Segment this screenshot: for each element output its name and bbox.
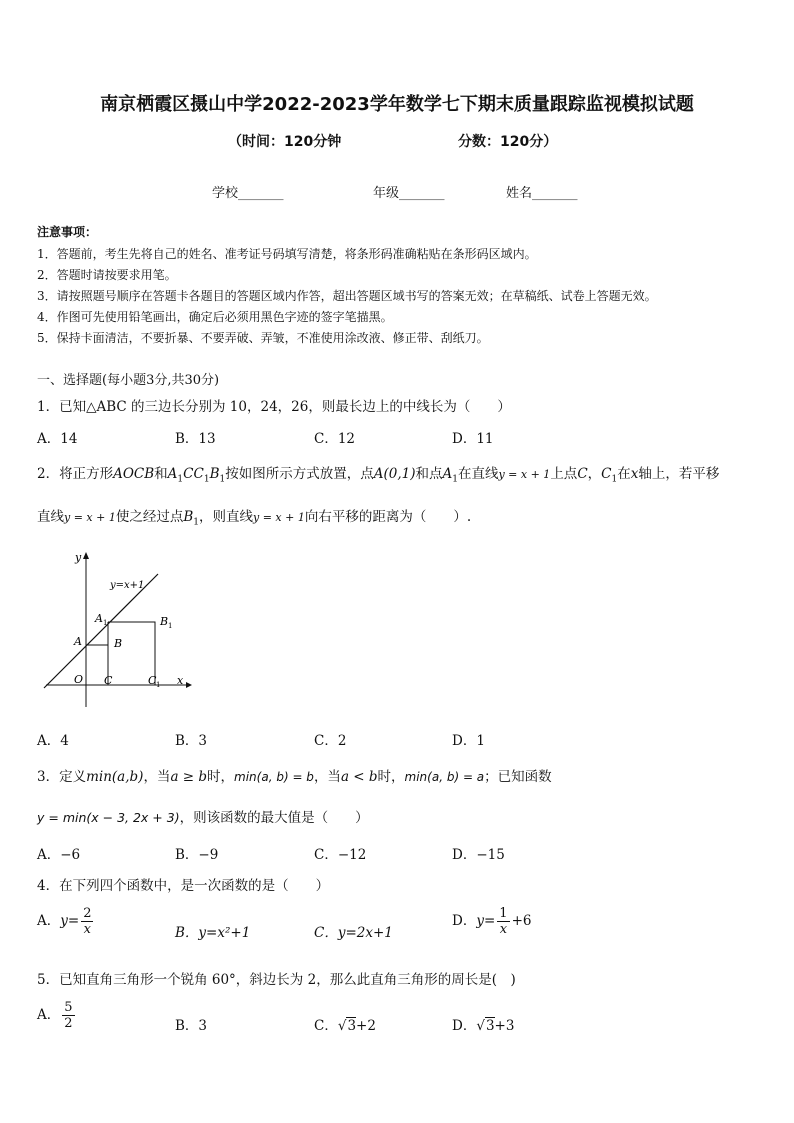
sqrt-sign: √ (476, 1018, 485, 1034)
q5-d-label: D． (452, 1018, 477, 1034)
q3-text: ；已知函数 (484, 769, 552, 785)
grade-field: 年级_______ (373, 186, 445, 201)
q2-text: 使之经过点 (115, 509, 184, 525)
question-3-stem-line1 (37, 765, 552, 785)
q5-d-radicand: 3 (485, 1018, 495, 1034)
q2-math: y = x + 1 (498, 468, 551, 481)
note-item: 5．保持卡面清洁，不要折暴、不要弄破、弄皱，不准使用涂改液、修正带、刮纸刀。 (37, 331, 489, 345)
q2-text: 上点 (550, 466, 578, 482)
q2-math: B (183, 509, 194, 525)
q4-d-numerator: 1 (499, 906, 508, 921)
q3-text: ，当 (313, 769, 341, 785)
q2-text: 和点 (415, 466, 443, 482)
q5-a-denominator: 2 (64, 1016, 73, 1031)
y-axis-arrow (83, 552, 89, 559)
x-axis-arrow (186, 682, 192, 688)
line-y-x-plus-1 (44, 574, 161, 689)
x-axis-label: x (177, 674, 184, 687)
label-c1-sub: 1 (156, 681, 161, 689)
q5-option-b: B．3 (175, 1018, 208, 1034)
q3-option-c: C．−12 (314, 847, 367, 863)
label-b1: B (160, 615, 169, 628)
q5-a-label: A． (37, 1007, 61, 1023)
q4-d-denominator: x (499, 922, 508, 937)
name-field: 姓名_______ (506, 186, 578, 201)
q2-subscript: 1 (177, 474, 184, 485)
q2-text: 在直线 (457, 466, 499, 482)
q2-text: ，则直线 (199, 509, 253, 525)
q4-option-b: B．y=x²+1 (175, 925, 251, 941)
notes-heading: 注意事项： (37, 225, 98, 239)
question-4-stem: 4．在下列四个函数中，是一次函数的是（ ） (37, 878, 330, 894)
q4-a-label: A． (37, 913, 61, 929)
q4-option-a (37, 906, 95, 937)
q1-option-b: B．13 (175, 431, 216, 447)
q3-option-b: B．−9 (175, 847, 219, 863)
q3-math: min(a, b) = a (404, 770, 485, 784)
q3-text: 时， (377, 769, 405, 785)
q2-option-b: B．3 (175, 733, 208, 749)
q4-option-d (452, 906, 531, 937)
q5-option-d (452, 1014, 514, 1034)
q3-text: ，则该函数的最大值是（ ） (179, 810, 369, 826)
q2-subscript: 1 (193, 517, 199, 528)
question-1-stem: 1．已知△ABC 的三边长分别为 10，24，26，则最长边上的中线长为（ ） (37, 399, 511, 415)
label-o: O (74, 673, 84, 686)
q4-d-math: y= (476, 913, 496, 929)
section-heading: 一、选择题(每小题3分,共30分) (37, 373, 220, 388)
label-a: A (74, 635, 82, 648)
q3-math: min(a,b) (86, 769, 144, 785)
q4-a-numerator: 2 (83, 906, 92, 921)
note-item: 3．请按照题号顺序在答题卡各题目的答题区域内作答，超出答题区域书写的答案无效；在草稿纸、试卷上答题无效。 (37, 289, 657, 303)
q2-text: ， (587, 466, 602, 482)
q2-math: C (577, 466, 588, 482)
q3-text: ，当 (143, 769, 171, 785)
q2-subscript: 1 (219, 474, 226, 485)
q2-option-d: D．1 (452, 733, 485, 749)
q3-option-a: A．−6 (37, 847, 81, 863)
q4-d-math: +6 (511, 913, 532, 929)
q1-option-c: C．12 (314, 431, 356, 447)
q5-c-radicand: 3 (347, 1018, 357, 1034)
q5-d-rest: +3 (494, 1018, 515, 1034)
q2-text: 在 (617, 466, 631, 482)
question-2-stem-line1 (37, 462, 719, 485)
q2-text: 轴上，若平移 (638, 466, 720, 482)
q2-subscript: 1 (611, 474, 618, 485)
q3-math: y = min(x − 3, 2x + 3) (37, 810, 180, 825)
label-a1-sub: 1 (103, 619, 108, 627)
q5-c-label: C． (314, 1018, 338, 1034)
note-item: 4．作图可先使用铅笔画出，确定后必须用黑色字迹的签字笔描黑。 (37, 310, 393, 324)
q4-a-math: y= (60, 913, 80, 929)
q4-option-c: C．y=2x+1 (314, 925, 393, 941)
question-2-stem-line2 (37, 505, 471, 528)
q2-text: 按如图所示方式放置，点 (225, 466, 374, 482)
q2-subscript: 1 (203, 474, 210, 485)
y-axis-label: y (75, 551, 82, 564)
sqrt-sign: √ (337, 1018, 347, 1034)
q5-option-a (37, 1000, 77, 1031)
label-c: C (104, 674, 113, 687)
note-item: 1．答题前，考生先将自己的姓名、准考证号码填写清楚，将条形码准确粘贴在条形码区域内。 (37, 247, 537, 261)
q5-c-rest: +2 (356, 1018, 376, 1034)
q3-math: min(a, b) = b (234, 770, 314, 784)
q3-math: a ≥ b (170, 769, 208, 785)
question-5-stem: 5．已知直角三角形一个锐角 60°，斜边长为 2，那么此直角三角形的周长是( ) (37, 972, 516, 988)
page-title: 南京栖霞区摄山中学2022-2023学年数学七下期末质量跟踪监视模拟试题 (100, 94, 694, 115)
q3-math: a < b (340, 769, 378, 785)
q2-option-c: C．2 (314, 733, 347, 749)
q2-text: 直线 (37, 509, 64, 525)
q4-d-label: D． (452, 913, 477, 929)
label-c1: C (148, 674, 157, 687)
q2-math: A(0,1) (373, 466, 416, 482)
q2-math: y = x + 1 (64, 511, 116, 524)
q5-option-c (314, 1014, 376, 1034)
line-label: y=x+1 (110, 580, 145, 591)
q2-text: 和 (154, 466, 168, 482)
q2-text: 向右平移的距离为（ ）. (304, 509, 472, 525)
label-b: B (114, 637, 123, 650)
exam-time: （时间：120分钟 (228, 134, 342, 150)
q4-a-fraction (81, 906, 93, 937)
q2-math: CC (183, 466, 204, 482)
q2-option-a: A．4 (37, 733, 69, 749)
q3-text: 时， (207, 769, 235, 785)
q2-text: 2．将正方形 (37, 466, 114, 482)
q3-option-d: D．−15 (452, 847, 505, 863)
note-item: 2．答题时请按要求用笔。 (37, 268, 177, 282)
label-b1-sub: 1 (168, 622, 173, 630)
coordinate-figure (40, 545, 200, 715)
question-3-stem-line2 (37, 806, 369, 826)
q4-a-denominator: x (83, 922, 92, 937)
q3-text: 3．定义 (37, 769, 87, 785)
school-field: 学校_______ (212, 186, 284, 201)
q2-math: B (209, 466, 220, 482)
q2-math: AOCB (113, 466, 155, 482)
q1-option-d: D．11 (452, 431, 494, 447)
q2-math: C (601, 466, 612, 482)
q1-option-a: A．14 (37, 431, 78, 447)
q2-math: A (442, 466, 453, 482)
q4-d-fraction (497, 906, 509, 937)
q5-a-fraction (62, 1000, 74, 1031)
q2-subscript: 1 (452, 474, 458, 485)
q2-math: A (167, 466, 178, 482)
q2-math: x (630, 466, 639, 482)
exam-score: 分数：120分） (458, 134, 558, 150)
label-a1: A (95, 612, 103, 625)
q2-math: y = x + 1 (253, 511, 305, 524)
q5-a-numerator: 5 (64, 1000, 73, 1015)
